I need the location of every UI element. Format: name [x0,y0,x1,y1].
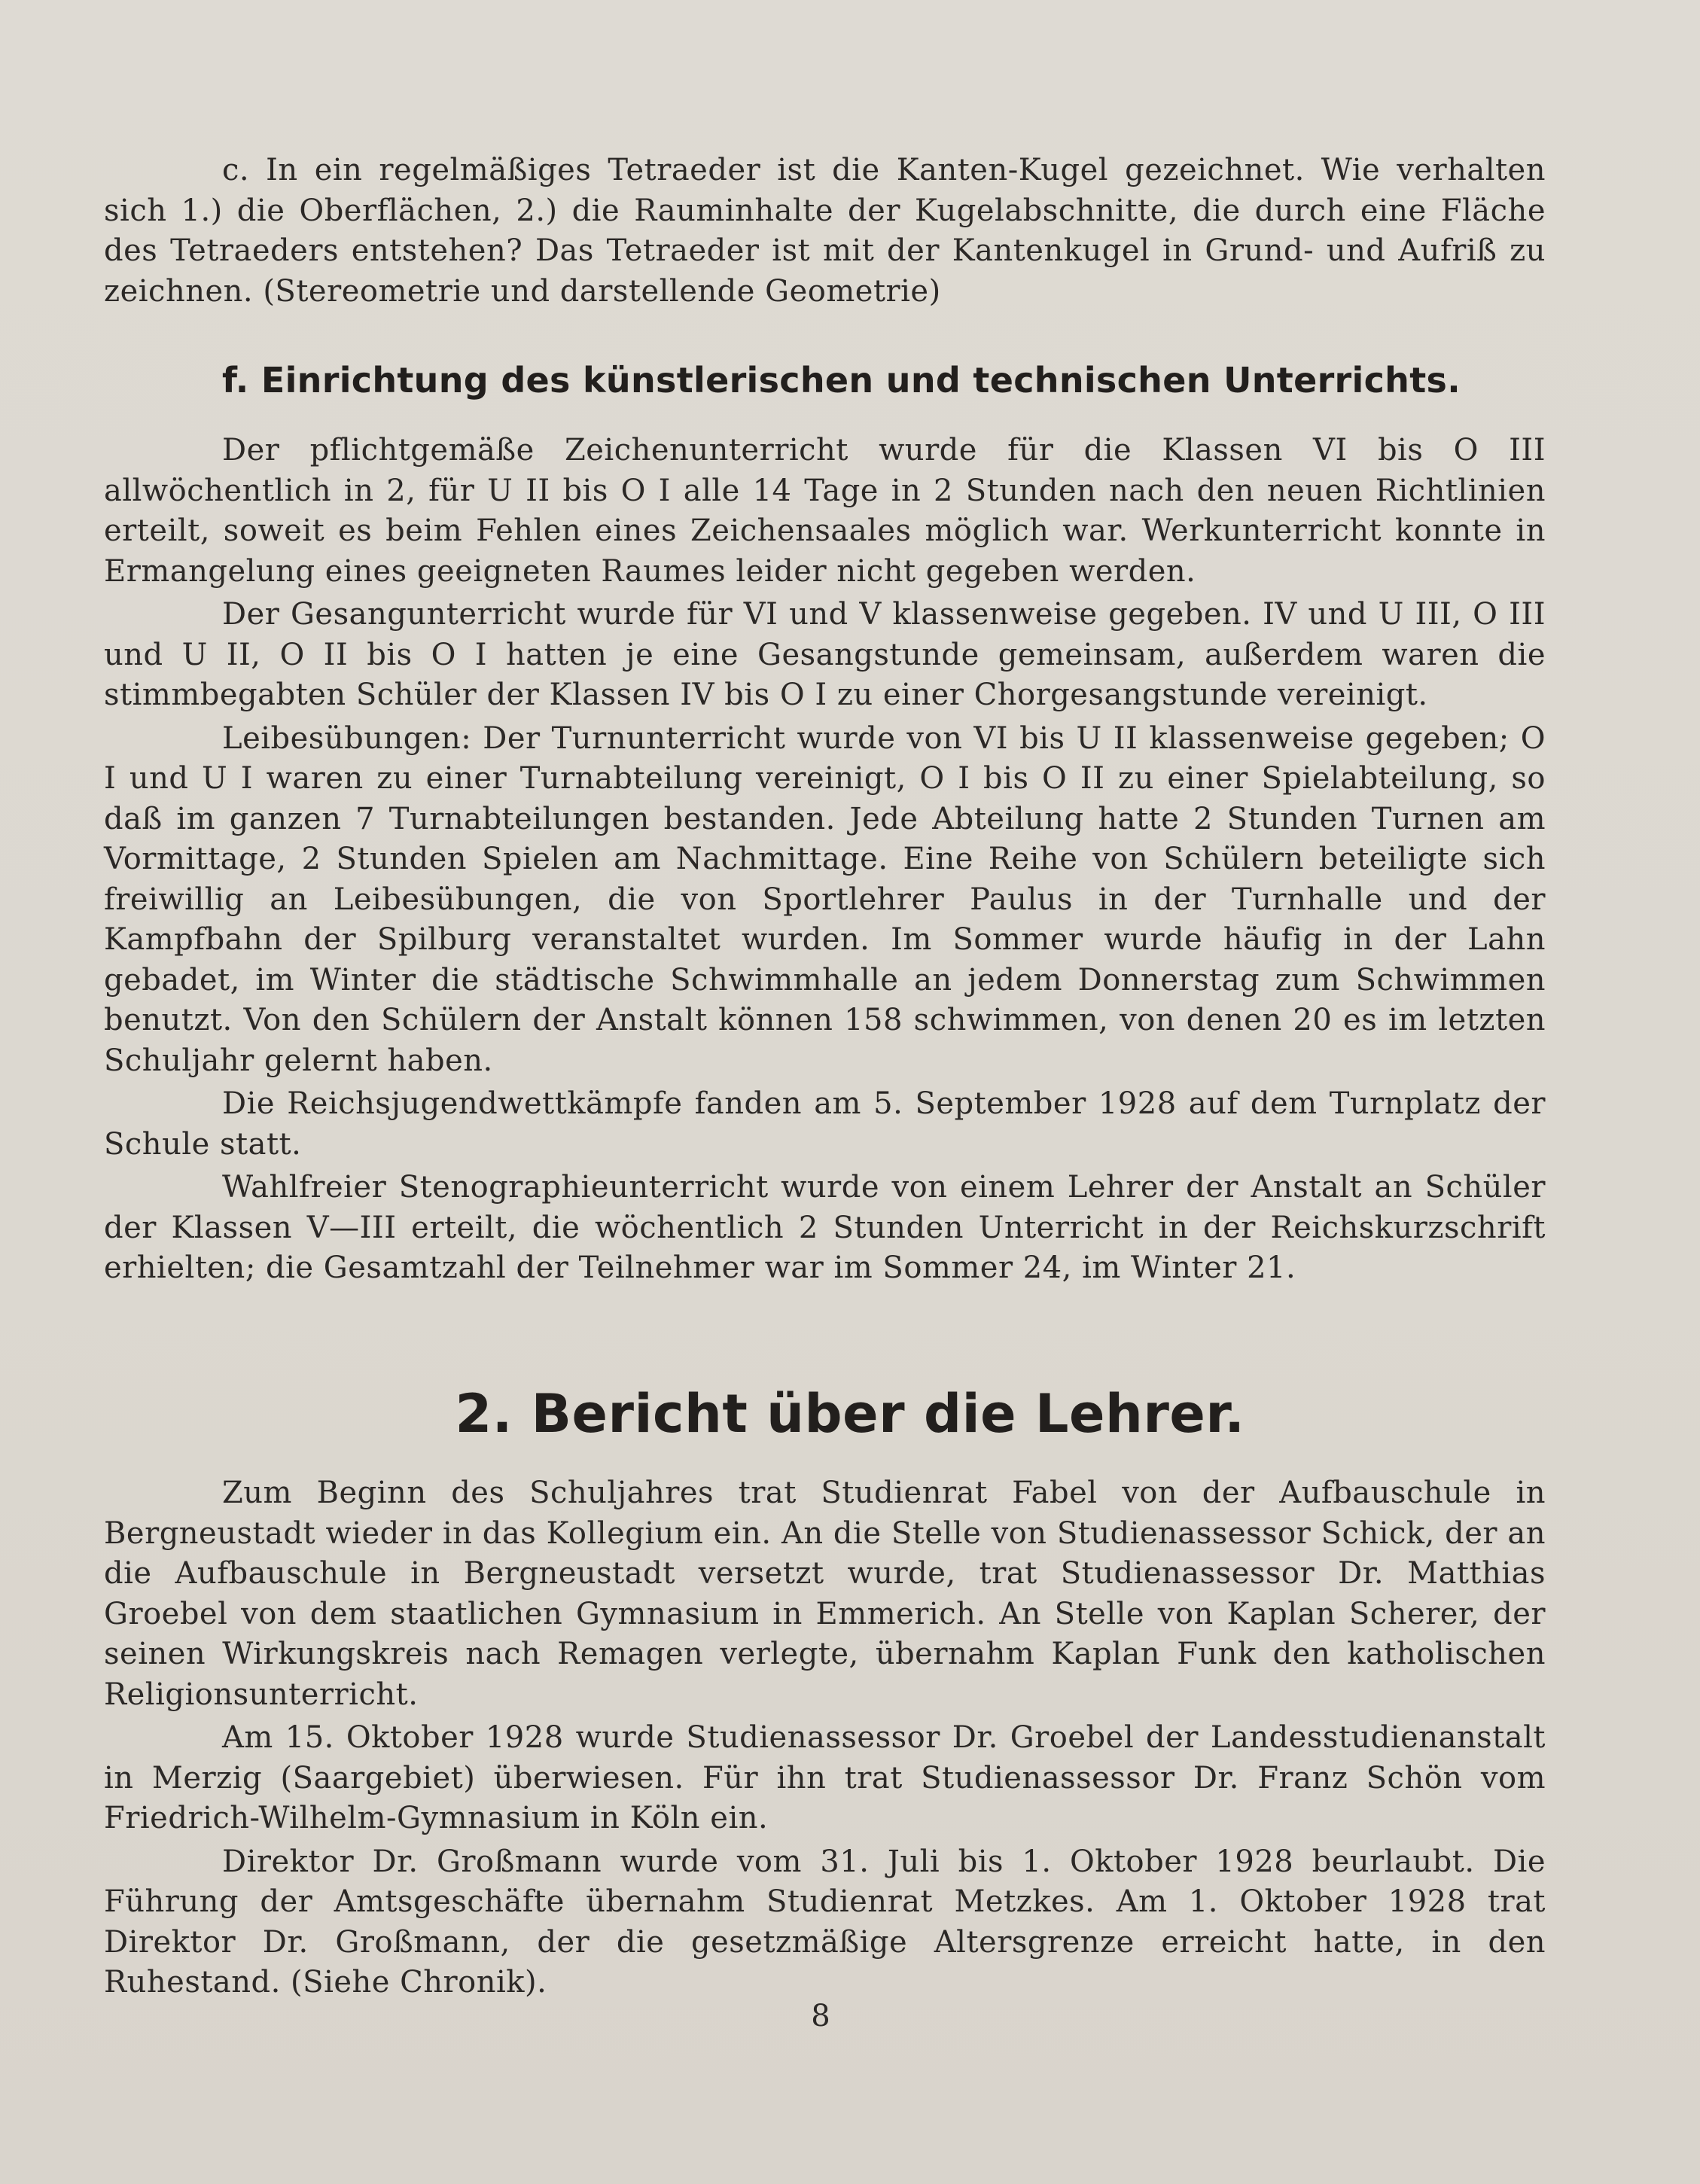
section-f-body [104,431,1546,1292]
paragraph-singing: Der Gesangunterricht wurde für VI und V klassenweise gegeben. IV und U III, O III und U II, O II bis O I hatten je eine Gesangstunde gemeinsam, außerdem waren die stimmbegabten Schüler der Klassen IV bis O I zu einer Chorgesangstunde vereinigt. [104,597,1546,712]
paragraph-youth-competitions: Die Reichsjugendwettkämpfe fanden am 5. September 1928 auf dem Turnplatz der Schule statt. [104,1086,1546,1162]
section-2-body [104,1473,1546,2006]
paragraph-school-year-start: Zum Beginn des Schuljahres trat Studienrat Fabel von der Aufbauschule in Bergneustadt wieder in das Kollegium ein. An die Stelle von Studienassessor Schick, der an die Aufbauschule in Bergneustadt versetzt wurde, trat Studienassessor Dr. Matthias Groebel von dem staatlichen Gymnasium in Emmerich. An Stelle von Kaplan Scherer, der seinen Wirkungskreis nach Remagen verlegte, übernahm Kaplan Funk den katholischen Religionsunterricht. [104,1476,1546,1712]
intro-block [104,151,1546,315]
section-f-heading: f. Einrichtung des künstlerischen und technischen Unterrichts. [222,360,1461,401]
paragraph-stenography: Wahlfreier Stenographieunterricht wurde von einem Lehrer der Anstalt an Schüler der Klassen V—III erteilt, die wöchentlich 2 Stunden Unterricht in der Reichskurzschrift erhielten; die Gesamtzahl der Teilnehmer war im Sommer 24, im Winter 21. [104,1170,1546,1285]
paragraph-physical-education: Leibesübungen: Der Turnunterricht wurde von VI bis U II klassenweise gegeben; O I und U I waren zu einer Turnabteilung vereinigt, O I bis O II zu einer Spielabteilung, so daß im ganzen 7 Turnabteilungen bestanden. Jede Abteilung hatte 2 Stunden Turnen am Vormittage, 2 Stunden Spielen am Nachmittage. Eine Reihe von Schülern beteiligte sich freiwillig an Leibesübungen, die von Sportlehrer Paulus in der Turnhalle und der Kampfbahn der Spilburg veranstaltet wurden. Im Sommer wurde häufig in der Lahn gebadet, im Winter die städtische Schwimmhalle an jedem Donnerstag zum Schwimmen benutzt. Von den Schülern der Anstalt können 158 schwimmen, von denen 20 es im letzten Schuljahr gelernt haben. [104,720,1546,1078]
section-2-heading: 2. Bericht über die Lehrer. [455,1383,1245,1445]
paragraph-drawing: Der pflichtgemäße Zeichenunterricht wurde für die Klassen VI bis O III allwöchentlich in 2, für U II bis O I alle 14 Tage in 2 Stunden nach den neuen Richtlinien erteilt, soweit es beim Fehlen eines Zeichensaales möglich war. Werkunterricht konnte in Ermangelung eines geeigneten Raumes leider nicht gegeben werden. [104,433,1546,589]
intro-paragraph: c. In ein regelmäßiges Tetraeder ist die Kanten-Kugel gezeichnet. Wie verhalten sich 1.) die Oberflächen, 2.) die Rauminhalte der Kugelabschnitte, die durch eine Fläche des Tetraeders entstehen? Das Tetraeder ist mit der Kantenkugel in Grund- und Aufriß zu zeichnen. (Stereometrie und darstellende Geometrie) [104,153,1546,309]
paragraph-director-retirement: Direktor Dr. Großmann wurde vom 31. Juli bis 1. Oktober 1928 beurlaubt. Die Führung der Amtsgeschäfte übernahm Studienrat Metzkes. Am 1. Oktober 1928 trat Direktor Dr. Großmann, der die gesetzmäßige Altersgrenze erreicht hatte, in den Ruhestand. (Siehe Chronik). [104,1844,1546,2000]
paragraph-october-transfer: Am 15. Oktober 1928 wurde Studienassessor Dr. Groebel der Landesstudienanstalt in Merzig (Saargebiet) überwiesen. Für ihn trat Studienassessor Dr. Franz Schön vom Friedrich-Wilhelm-Gymnasium in Köln ein. [104,1720,1546,1835]
page-number: 8 [811,1999,830,2033]
